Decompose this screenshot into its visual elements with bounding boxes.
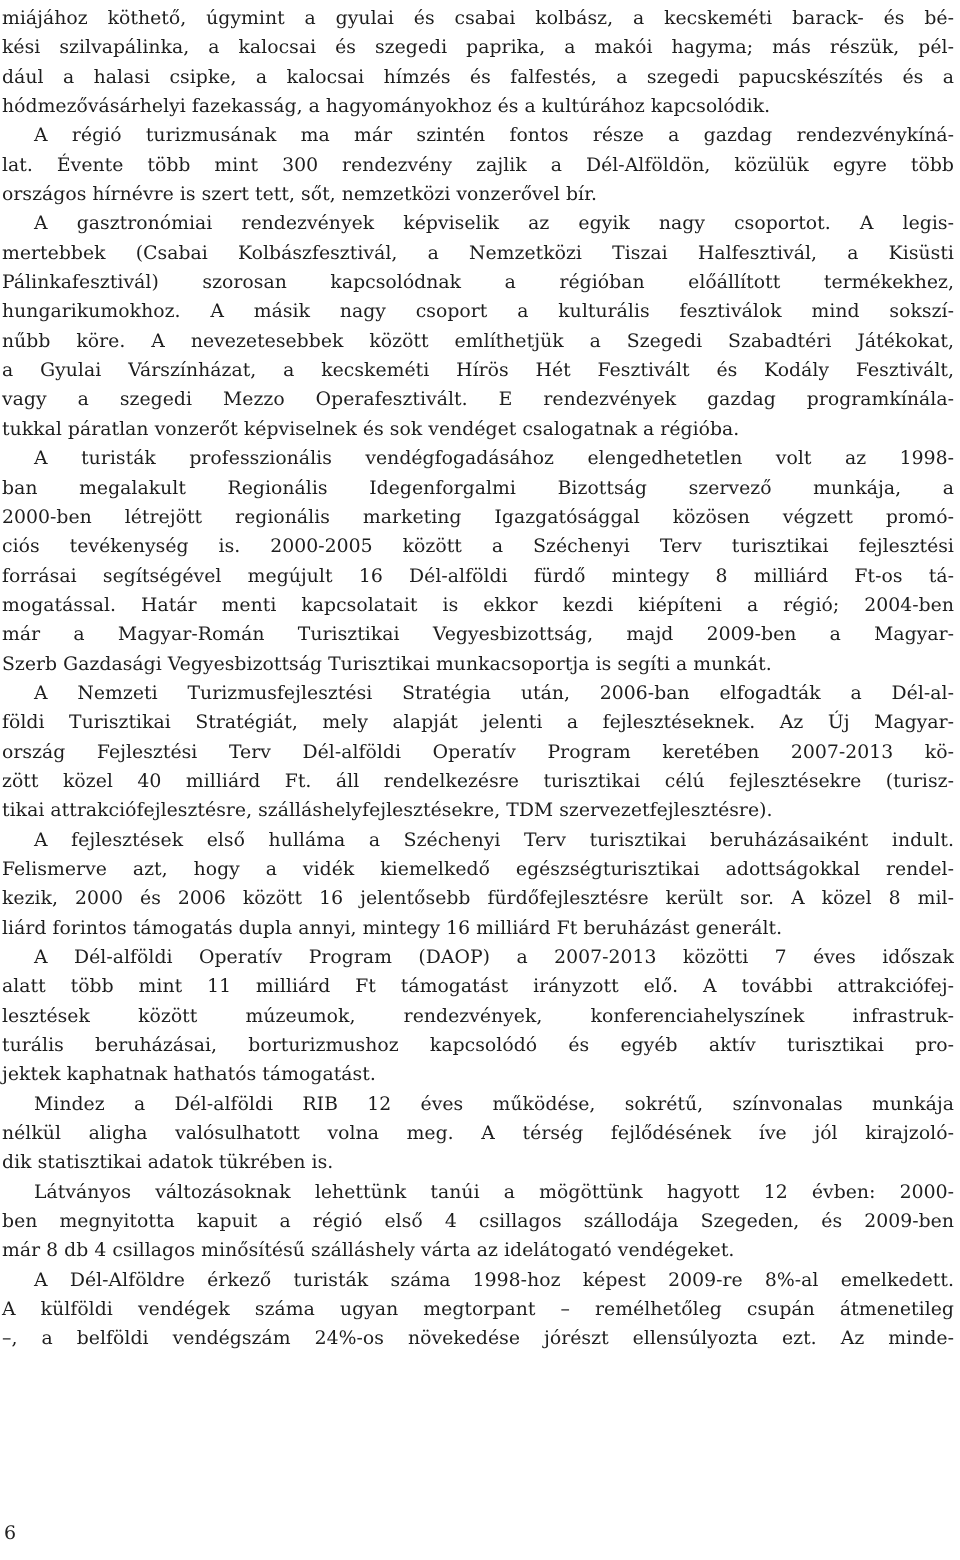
text-line: nűbb köre. A nevezetesebbek között említhetjük a Szegedi Szabadtéri Játékokat, [2,330,954,352]
text-line: dául a halasi csipke, a kalocsai hímzés és falfestés, a szegedi papucskészítés és a [2,66,954,88]
text-line: már a Magyar-Román Turisztikai Vegyesbizottság, majd 2009-ben a Magyar- [2,624,954,646]
body-text [2,4,954,1354]
text-line: hungarikumokhoz. A másik nagy csoport a kulturális fesztiválok mind sokszí- [2,301,954,323]
text-line: A fejlesztések első hulláma a Széchenyi Terv turisztikai beruházásaiként indult. [34,829,954,851]
text-line: Felismerve azt, hogy a vidék kiemelkedő egészségturisztikai adottságokkal rendel- [2,858,954,880]
text-line: hódmezővásárhelyi fazekasság, a hagyományokhoz és a kultúrához kapcsolódik. [2,96,771,118]
text-line: zött közel 40 milliárd Ft. áll rendelkezésre turisztikai célú fejlesztésekre (turisz- [2,770,954,792]
text-line: A Dél-alföldi Operatív Program (DAOP) a 2007-2013 közötti 7 éves időszak [34,947,954,968]
text-line: a Gyulai Várszínházat, a kecskeméti Hírös Hét Fesztivált és Kodály Fesztivált, [2,360,954,382]
text-line: nélkül aligha valósulhatott volna meg. A térség fejlődésének íve jól kirajzoló- [2,1123,954,1145]
text-line: forrásai segítségével megújult 16 Dél-alföldi fürdő mintegy 8 milliárd Ft-os tá- [2,565,954,587]
text-line: jektek kaphatnak hathatós támogatást. [2,1064,376,1086]
text-line: miájához köthető, úgymint a gyulai és csabai kolbász, a kecskeméti barack- és bé- [2,8,954,29]
text-line: kezik, 2000 és 2006 között 16 jelentősebb fürdőfejlesztésre került sor. A közel 8 mil- [2,888,954,910]
text-line: A Dél-Alföldre érkező turisták száma 1998-hoz képest 2009-re 8%-al emelkedett. [34,1269,954,1291]
text-line: 2000-ben létrejött regionális marketing Igazgatósággal közösen végzett promó- [2,506,954,528]
text-line: A Nemzeti Turizmusfejlesztési Stratégia után, 2006-ban elfogadták a Dél-al- [34,682,954,704]
text-line: A gasztronómiai rendezvények képviselik az egyik nagy csoportot. A legis- [34,213,954,235]
text-line: ország Fejlesztési Terv Dél-alföldi Operatív Program keretében 2007-2013 kö- [2,741,954,763]
text-line: lat. Évente több mint 300 rendezvény zajlik a Dél-Alföldön, közülük egyre több [2,154,954,176]
text-line: lesztések között múzeumok, rendezvények, konferenciahelyszínek infrastruk- [2,1005,954,1027]
text-line: alatt több mint 11 milliárd Ft támogatást irányzott elő. A további attrakciófej- [2,976,954,998]
text-line: ben megnyitotta kapuit a régió első 4 csillagos szállodája Szegeden, és 2009-ben [2,1211,954,1233]
text-line: A turisták professzionális vendégfogadásához elengedhetetlen volt az 1998- [34,448,954,470]
page-number: 6 [4,1522,17,1544]
text-line: tukkal páratlan vonzerőt képviselnek és sok vendéget csalogatnak a régióba. [2,418,740,440]
text-line: ciós tevékenység is. 2000-2005 között a Széchenyi Terv turisztikai fejlesztési [2,536,954,558]
text-line: Szerb Gazdasági Vegyesbizottság Turisztikai munkacsoportja is segíti a munkát. [2,653,772,675]
text-line: A külföldi vendégek száma ugyan megtorpant – remélhetőleg csupán átmenetileg [2,1299,954,1321]
text-line: turális beruházásai, borturizmushoz kapcsolódó és egyéb aktív turisztikai pro- [2,1035,954,1057]
text-line: dik statisztikai adatok tükrében is. [2,1152,334,1174]
text-line: földi Turisztikai Stratégiát, mely alapját jelenti a fejlesztéseknek. Az Új Magyar- [2,712,954,734]
text-line: már 8 db 4 csillagos minősítésű szálláshely várta az idelátogató vendégeket. [2,1240,735,1262]
text-line: mertebbek (Csabai Kolbászfesztivál, a Nemzetközi Tiszai Halfesztivál, a Kisüsti [2,242,954,264]
text-line: Mindez a Dél-alföldi RIB 12 éves működése, sokrétű, színvonalas munkája [34,1093,954,1115]
text-line: A régió turizmusának ma már szintén fontos része a gazdag rendezvénykíná- [34,125,954,147]
text-line: országos hírnévre is szert tett, sőt, nemzetközi vonzerővel bír. [2,184,598,206]
text-line: vagy a szegedi Mezzo Operafesztivált. E rendezvények gazdag programkínála- [2,389,954,411]
text-line: –, a belföldi vendégszám 24%-os növekedése jórészt ellensúlyozta ezt. Az minde- [2,1328,954,1350]
text-line: kési szilvapálinka, a kalocsai és szegedi paprika, a makói hagyma; más részük, pél- [2,37,954,59]
text-line: mogatással. Határ menti kapcsolatait is ekkor kezdi kiépíteni a régió; 2004-ben [2,594,954,616]
text-line: Látványos változásoknak lehettünk tanúi a mögöttünk hagyott 12 évben: 2000- [34,1181,954,1203]
text-line: ban megalakult Regionális Idegenforgalmi Bizottság szervező munkája, a [2,477,954,499]
text-line: Pálinkafesztivál) szorosan kapcsolódnak a régióban előállított termékekhez, [2,272,954,294]
text-line: liárd forintos támogatás dupla annyi, mintegy 16 milliárd Ft beruházást generált. [2,917,783,939]
text-line: tikai attrakciófejlesztésre, szálláshelyfejlesztésekre, TDM szervezetfejlesztésre). [2,800,773,822]
